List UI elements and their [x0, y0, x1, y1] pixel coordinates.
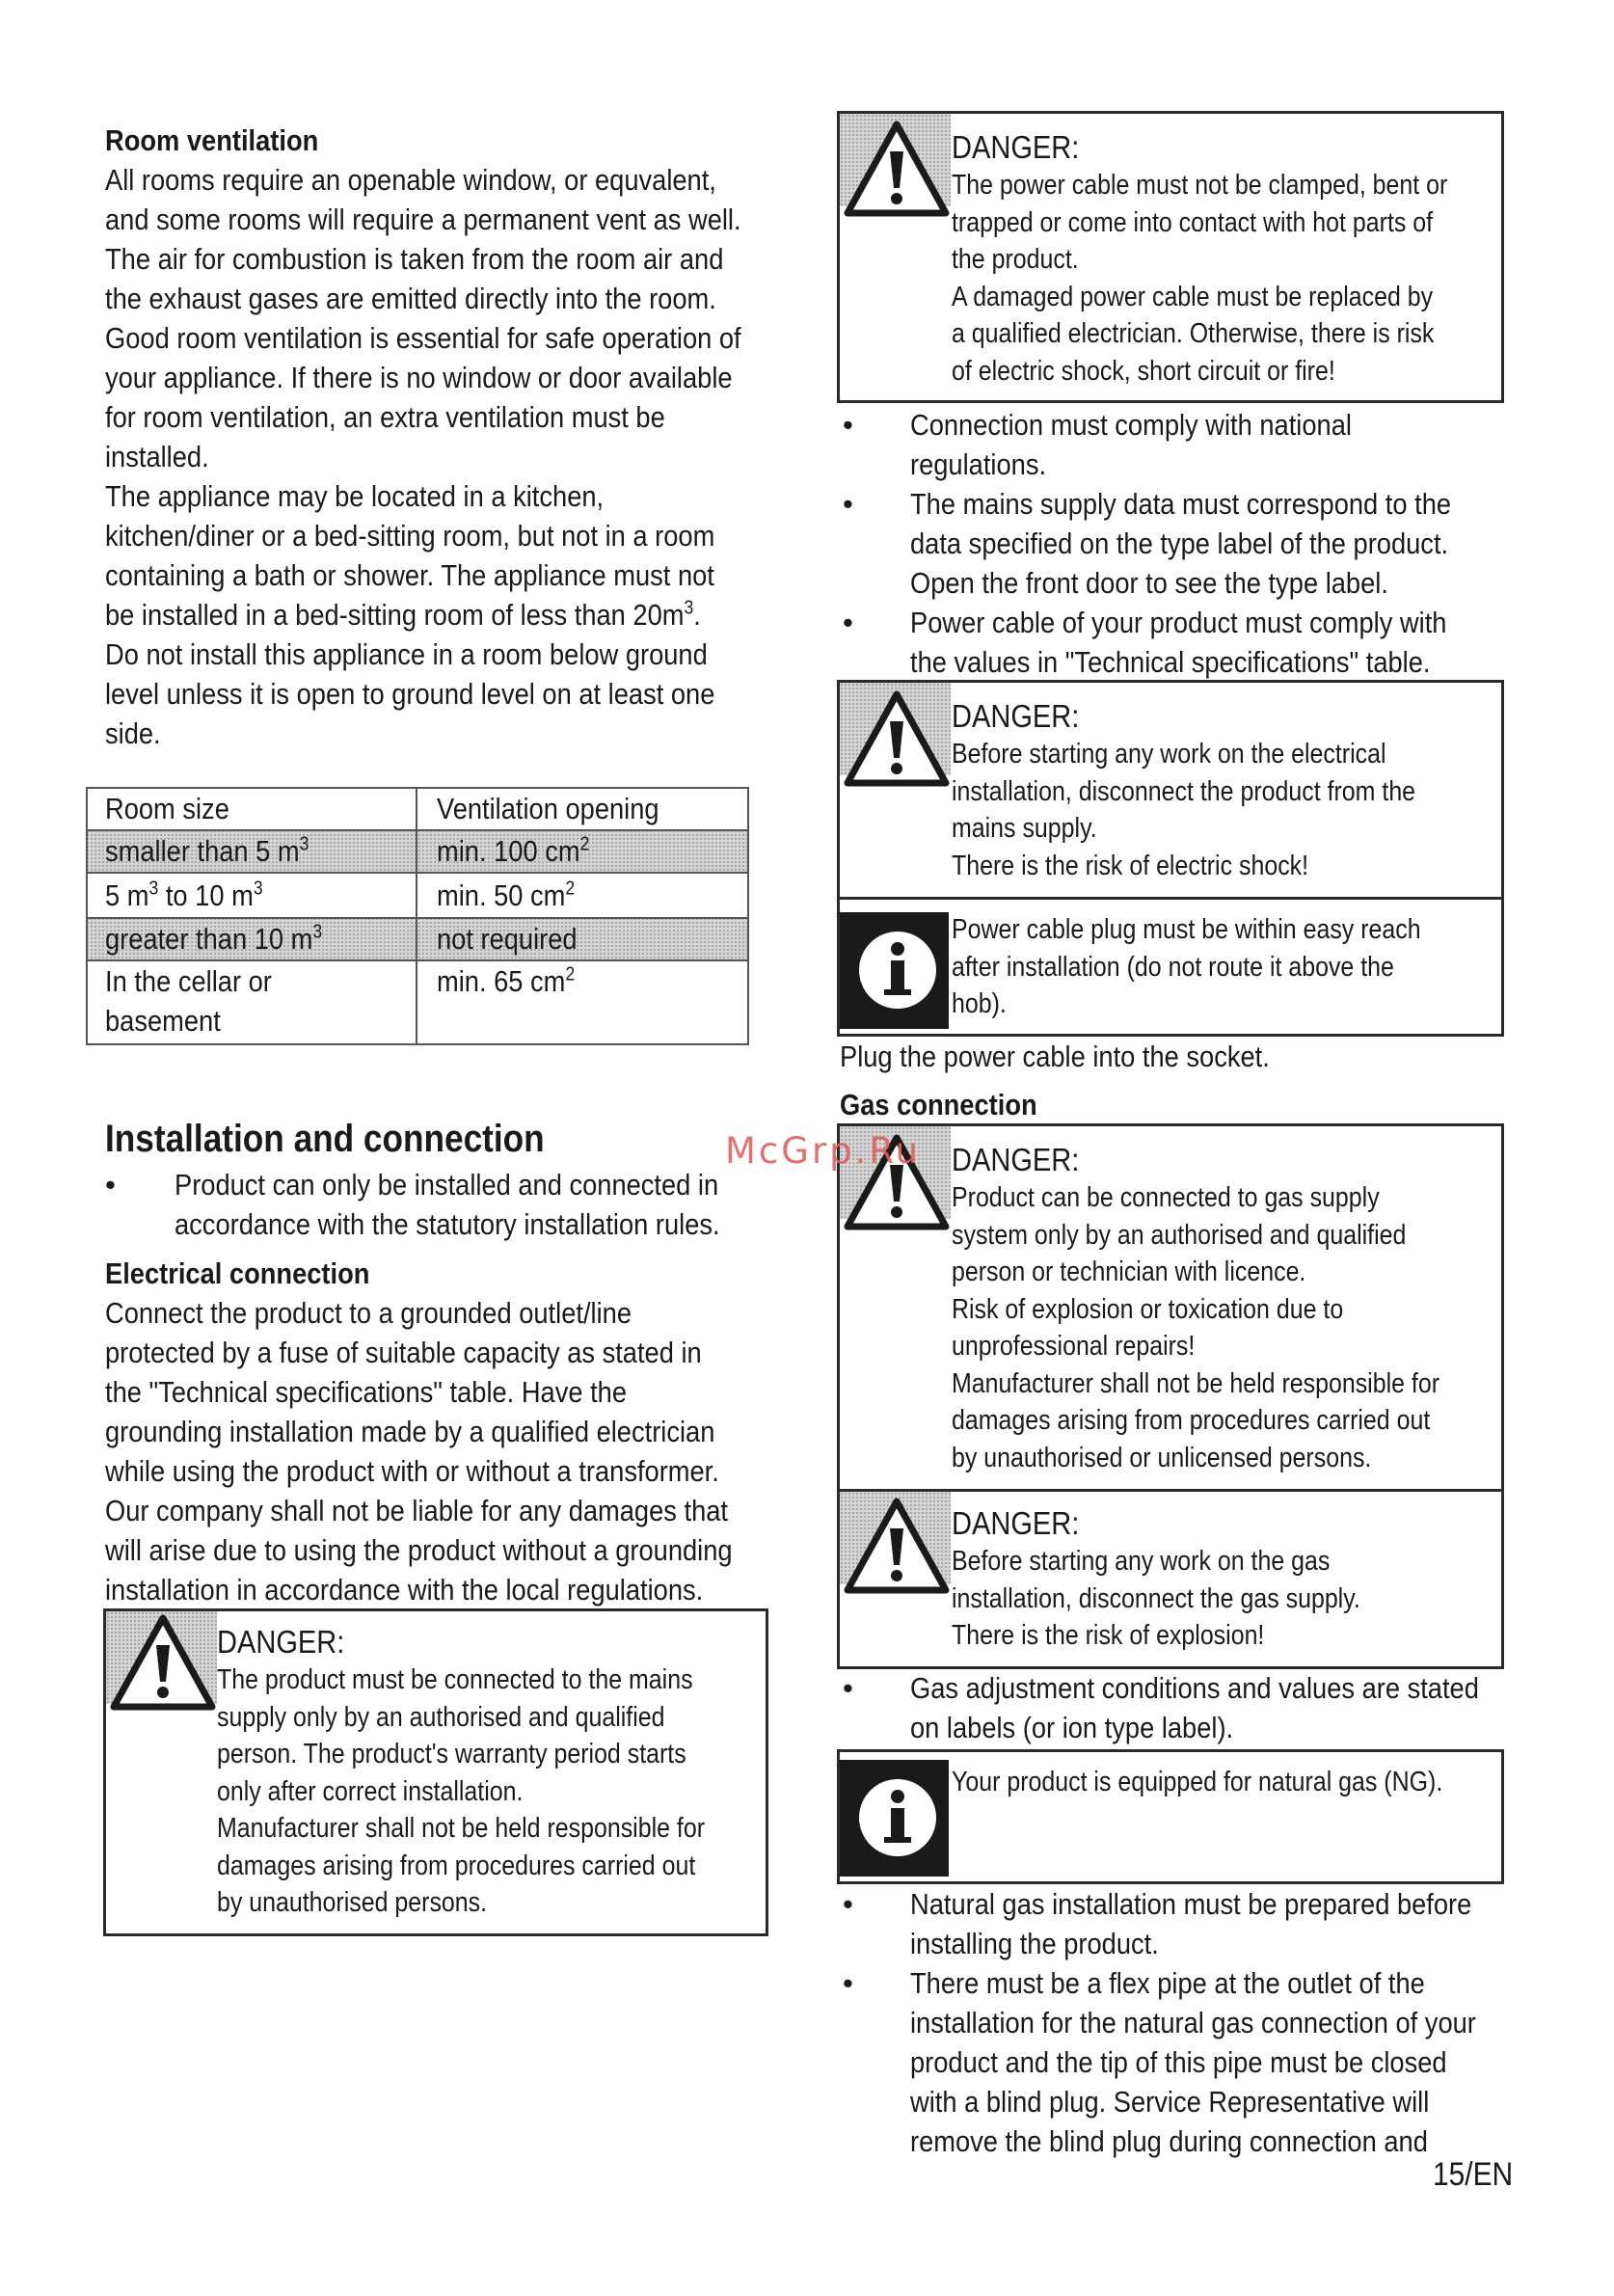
- ventilation-table: [86, 787, 749, 1045]
- text-line: side.: [105, 716, 161, 750]
- table-cell: In the cellar or basement: [105, 964, 272, 1038]
- room-ventilation-text: [105, 160, 828, 753]
- room-ventilation-heading: Room ventilation: [105, 123, 319, 157]
- text-line: protected by a fuse of suitable capacity as stated in: [105, 1336, 702, 1369]
- danger-title: DANGER:: [952, 698, 1080, 734]
- table-header-ventilation-opening: Ventilation opening: [437, 792, 659, 825]
- danger-box-power-cable: [837, 111, 1504, 403]
- table-cell: smaller than 5 $m^3$: [105, 833, 309, 868]
- danger-title: DANGER:: [952, 129, 1080, 165]
- text-line: installed.: [105, 440, 209, 473]
- table-cell: min. 50 $cm^2$: [437, 878, 576, 912]
- text-line: installation in accordance with the local regulations.: [105, 1573, 704, 1607]
- table-cell: min. 100 $cm^2$: [437, 833, 590, 868]
- warning-triangle-icon: [844, 1498, 950, 1594]
- text-line: Product can only be installed and connected in: [175, 1168, 719, 1202]
- info-icon: [840, 1760, 949, 1877]
- text-line: level unless it is open to ground level on at least one: [105, 677, 715, 711]
- warning-triangle-icon: [844, 121, 950, 217]
- text-line: while using the product with or without a transformer.: [105, 1454, 719, 1488]
- text-line: Do not install this appliance in a room below ground: [105, 637, 708, 671]
- text-line: kitchen/diner or a bed-sitting room, but not in a room: [105, 519, 715, 553]
- text-line: Good room ventilation is essential for safe operation of: [105, 321, 741, 355]
- text-line: Our company shall not be liable for any damages that: [105, 1494, 729, 1527]
- danger-text: Product can be connected to gas supply system only by an authorised and qualified person or technician with licence. Risk of explosion or toxication due to unprofessional repairs! Manufacturer shall not be held responsible for damages arising from procedures carried out by unauthorised or unlicensed persons.: [952, 1182, 1440, 1473]
- text-line: your appliance. If there is no window or door available: [105, 361, 733, 394]
- text-line: will arise due to using the product without a grounding: [105, 1533, 733, 1567]
- text-line: Connect the product to a grounded outlet/line: [105, 1296, 632, 1330]
- text-line: and some rooms will require a permanent vent as well.: [105, 203, 741, 236]
- info-text: Your product is equipped for natural gas (NG).: [952, 1767, 1443, 1797]
- electrical-heading: Electrical connection: [105, 1256, 370, 1290]
- warning-triangle-icon: [110, 1614, 216, 1711]
- text-line: accordance with the statutory installation rules.: [175, 1207, 720, 1241]
- danger-title: DANGER:: [952, 1505, 1080, 1541]
- table-header-room-size: Room size: [105, 792, 229, 825]
- danger-title: DANGER:: [952, 1142, 1080, 1177]
- electrical-text: [105, 1293, 818, 1609]
- danger-box-gas: [837, 1123, 1504, 1669]
- text-line: The air for combustion is taken from the room air and: [105, 242, 724, 276]
- warning-triangle-icon: [844, 690, 950, 787]
- text-line: grounding installation made by a qualified electrician: [105, 1415, 715, 1448]
- danger-box-electrical-work: [837, 680, 1504, 1037]
- danger-text: Before starting any work on the electrical installation, disconnect the product from the mains supply. There is the risk of electric shock!: [952, 739, 1416, 881]
- table-cell: greater than 10 $m^3$: [105, 921, 323, 956]
- table-cell: min. 65 $cm^2$: [437, 963, 576, 998]
- text-line: The appliance may be located in a kitchen,: [105, 479, 605, 513]
- installation-heading: Installation and connection: [105, 1118, 545, 1160]
- danger-text: The power cable must not be clamped, bent or trapped or come into contact with hot parts of the product. A damaged power cable must be replaced by a qualified electrician. Otherwise, there is risk of electric shock, short circuit or fire!: [952, 170, 1448, 387]
- table-cell: not required: [437, 922, 578, 956]
- danger-text: Before starting any work on the gas installation, disconnect the gas supply. There is the risk of explosion!: [952, 1546, 1360, 1651]
- watermark: McGrp.Ru: [725, 1130, 921, 1172]
- divider: [840, 897, 1501, 900]
- text-line: the exhaust gases are emitted directly into the room.: [105, 282, 716, 315]
- info-icon: [840, 912, 949, 1029]
- danger-text: The product must be connected to the mains supply only by an authorised and qualified person. The product's warranty period starts only after correct installation. Manufacturer shall not be held responsible for damages arising from procedures carried out by unauthorised persons.: [217, 1664, 706, 1918]
- info-text: Power cable plug must be within easy reach after installation (do not route it above the hob).: [952, 914, 1421, 1019]
- text-line: containing a bath or shower. The appliance must not: [105, 558, 714, 592]
- table-cell: 5 $m^3$ to 10 $m^3$: [105, 878, 263, 912]
- info-box-natural-gas: [837, 1749, 1504, 1884]
- bullet-dot: •: [105, 1168, 116, 1202]
- text-line: All rooms require an openable window, or equvalent,: [105, 163, 716, 197]
- plug-text: Plug the power cable into the socket.: [840, 1040, 1270, 1073]
- text-line-with-superscript: be installed in a bed-sitting room of less than $20m^3$.: [105, 597, 701, 632]
- text-line: for room ventilation, an extra ventilation must be: [105, 400, 665, 434]
- text-line: the "Technical specifications" table. Have the: [105, 1375, 628, 1409]
- gas-connection-heading: Gas connection: [840, 1088, 1037, 1121]
- page-number: 15/EN: [1433, 2156, 1514, 2193]
- danger-title: DANGER:: [217, 1624, 345, 1660]
- danger-box-electrical: [103, 1608, 768, 1936]
